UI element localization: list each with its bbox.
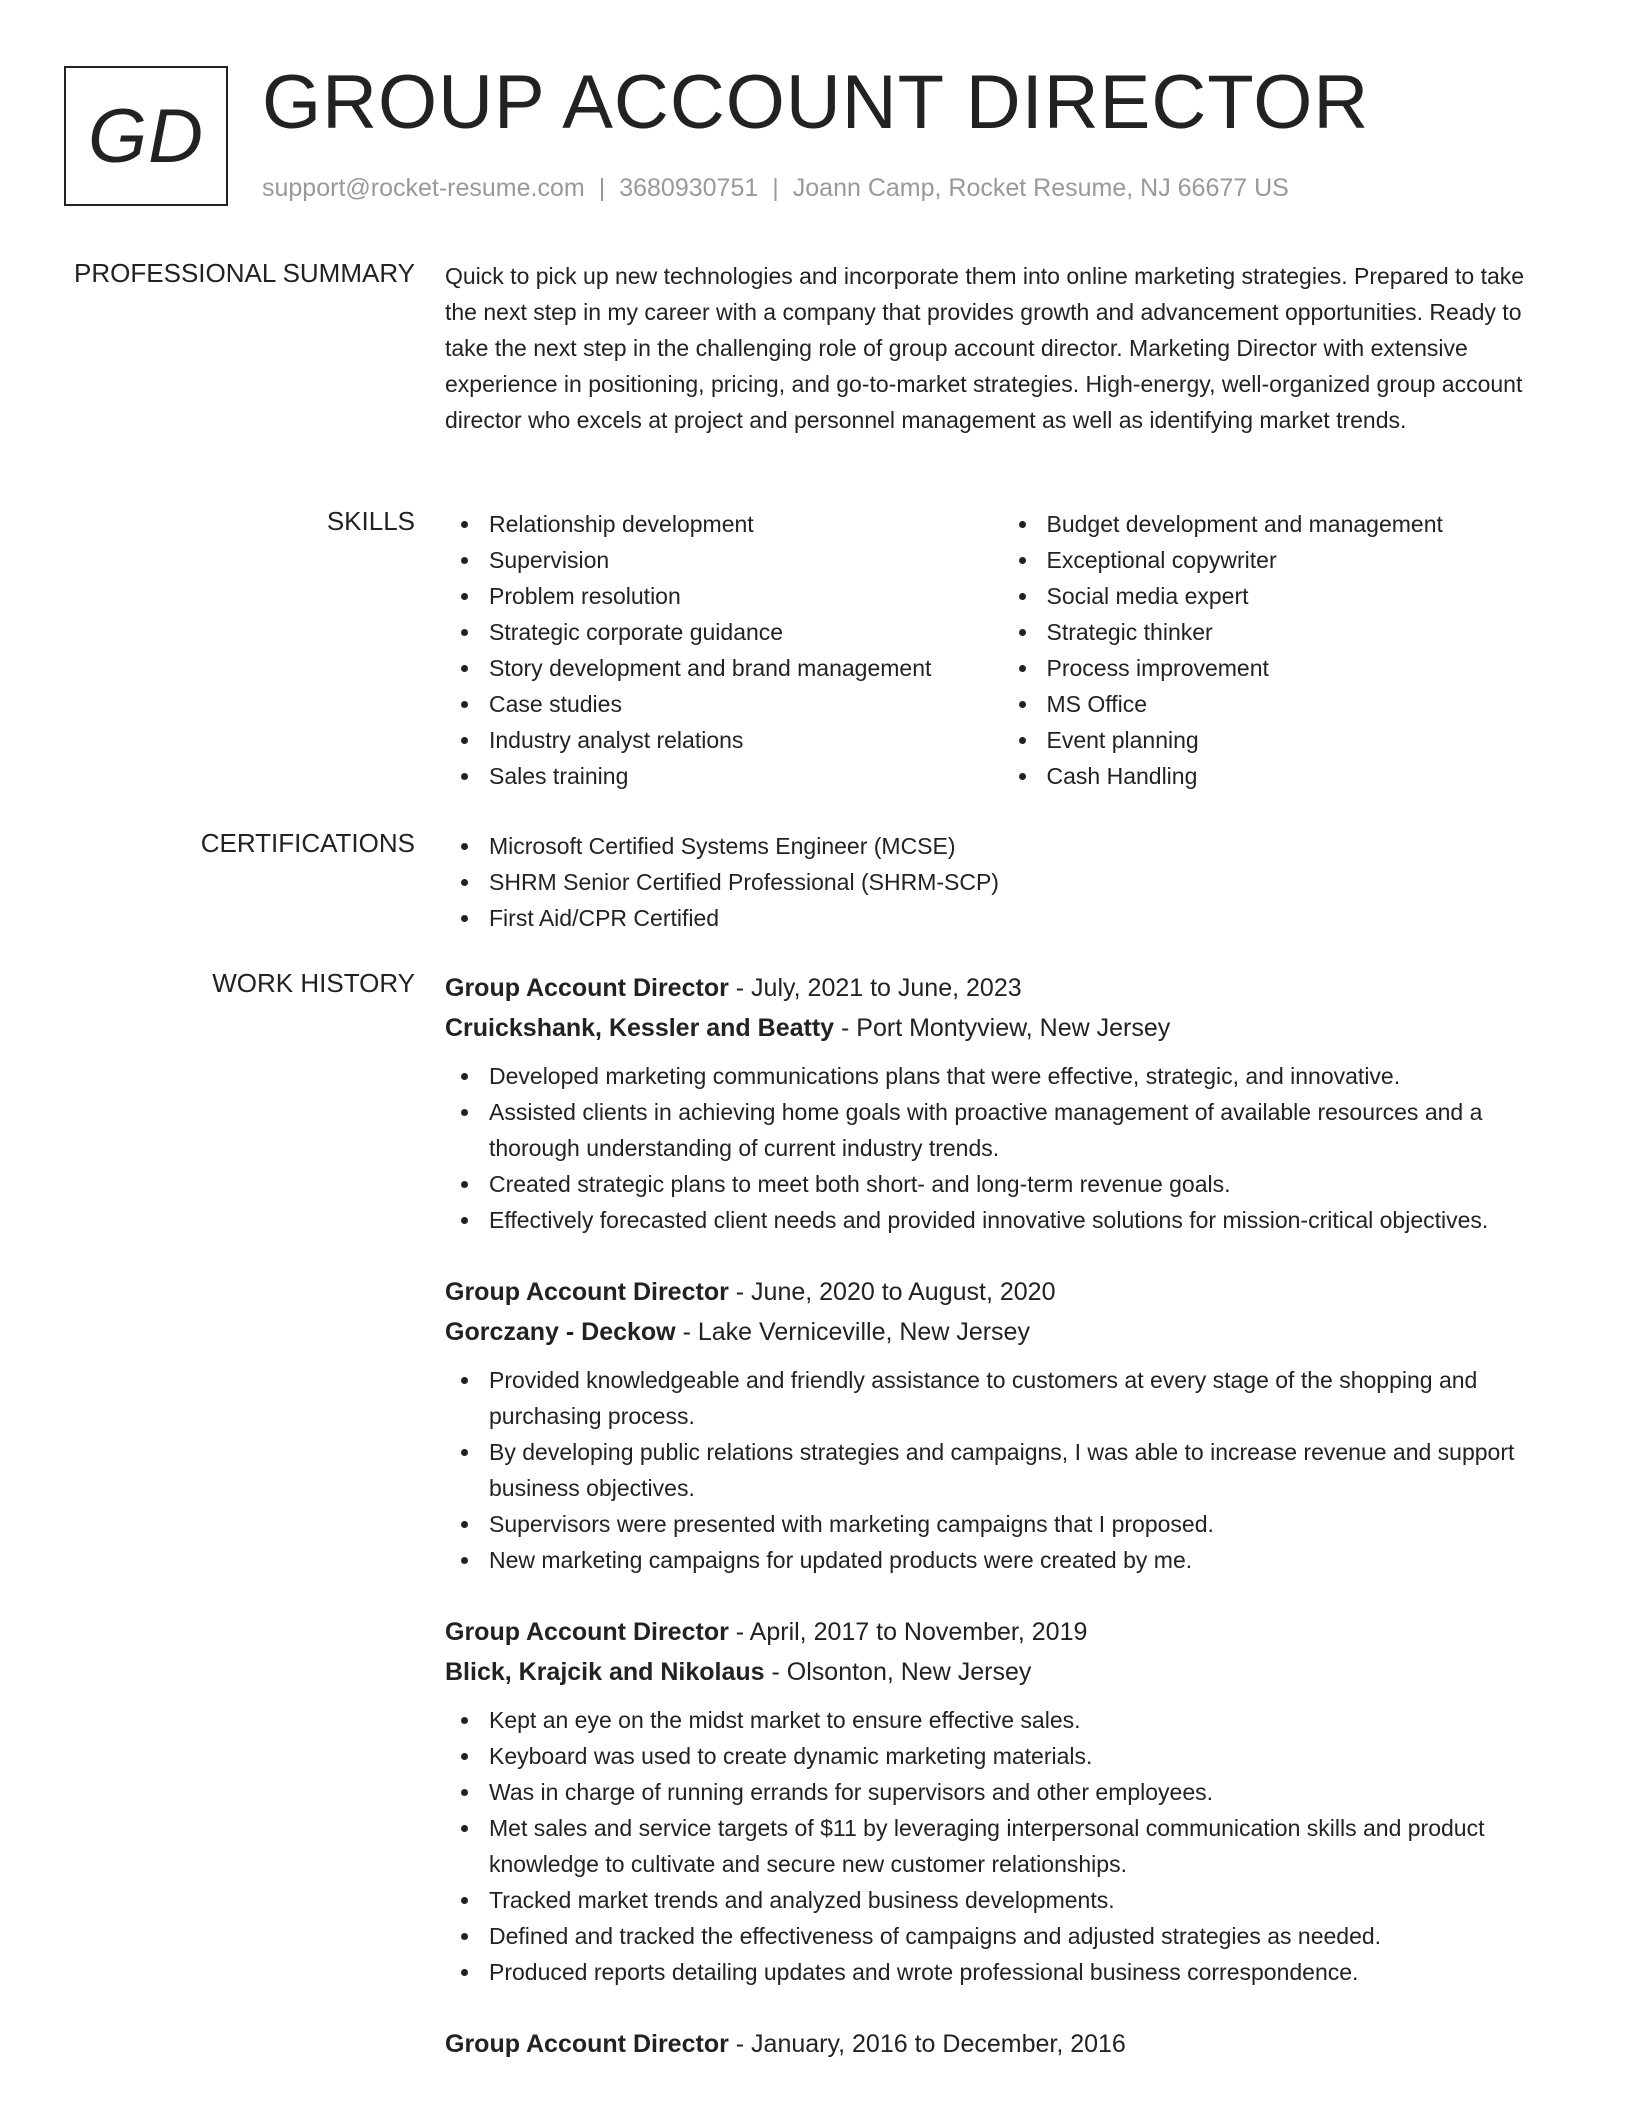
job-bullet: Developed marketing communications plans that were effective, strategic, and innovative. — [489, 1058, 1560, 1094]
job-bullets — [445, 1058, 1560, 1238]
job-company: Cruickshank, Kessler and Beatty — [445, 1014, 835, 1042]
job-bullet: By developing public relations strategies and campaigns, I was able to increase revenue and support business objectives. — [489, 1434, 1560, 1506]
skill-item: Sales training — [489, 758, 1003, 794]
job-bullet: Tracked market trends and analyzed business developments. — [489, 1882, 1560, 1918]
skill-item: Budget development and management — [1047, 506, 1561, 542]
skill-item: Case studies — [489, 686, 1003, 722]
job-entry — [445, 2024, 1560, 2064]
certification-item: SHRM Senior Certified Professional (SHRM-SCP) — [489, 864, 1560, 900]
job-title: Group Account Director — [445, 2030, 729, 2058]
skill-item: Industry analyst relations — [489, 722, 1003, 758]
skills-columns — [445, 506, 1560, 794]
monogram-badge — [64, 66, 228, 206]
job-entry — [445, 1272, 1560, 1578]
certifications-list — [445, 828, 1560, 936]
skills-list-left — [445, 506, 1003, 794]
skill-item: Process improvement — [1047, 650, 1561, 686]
job-title: Group Account Director — [445, 1278, 729, 1306]
job-location: - Lake Verniceville, New Jersey — [682, 1318, 1030, 1346]
job-dates: - June, 2020 to August, 2020 — [735, 1278, 1056, 1306]
job-entry — [445, 968, 1560, 1238]
job-title: Group Account Director — [445, 974, 729, 1002]
skill-item: MS Office — [1047, 686, 1561, 722]
contact-address: Joann Camp, Rocket Resume, NJ 66677 US — [792, 174, 1289, 202]
skill-item: Social media expert — [1047, 578, 1561, 614]
certification-item: Microsoft Certified Systems Engineer (MCSE) — [489, 828, 1560, 864]
skill-item: Event planning — [1047, 722, 1561, 758]
contact-line — [262, 174, 1289, 203]
skill-item: Cash Handling — [1047, 758, 1561, 794]
job-dates: - July, 2021 to June, 2023 — [735, 974, 1022, 1002]
skill-item: Exceptional copywriter — [1047, 542, 1561, 578]
monogram-text: GD — [88, 93, 204, 179]
job-location: - Port Montyview, New Jersey — [841, 1014, 1171, 1042]
skill-item: Strategic corporate guidance — [489, 614, 1003, 650]
job-title-line — [445, 1272, 1560, 1312]
section-heading-skills: SKILLS — [326, 506, 415, 536]
skill-item: Story development and brand management — [489, 650, 1003, 686]
job-entry — [445, 1612, 1560, 1990]
work-history-body — [445, 968, 1560, 2098]
skill-item: Problem resolution — [489, 578, 1003, 614]
job-bullet: Provided knowledgeable and friendly assistance to customers at every stage of the shopping and purchasing process. — [489, 1362, 1560, 1434]
job-bullet: Created strategic plans to meet both short- and long-term revenue goals. — [489, 1166, 1560, 1202]
job-title: Group Account Director — [445, 1618, 729, 1646]
job-bullet: Assisted clients in achieving home goals with proactive management of available resources and a thorough understanding of current industry trends. — [489, 1094, 1560, 1166]
certification-item: First Aid/CPR Certified — [489, 900, 1560, 936]
job-bullet: Was in charge of running errands for supervisors and other employees. — [489, 1774, 1560, 1810]
job-bullets — [445, 1702, 1560, 1990]
summary-body — [445, 258, 1560, 438]
job-company-line — [445, 1652, 1560, 1692]
skills-list-right — [1003, 506, 1561, 794]
skills-body — [445, 506, 1560, 794]
contact-phone[interactable]: 3680930751 — [619, 174, 759, 202]
job-dates: - January, 2016 to December, 2016 — [735, 2030, 1126, 2058]
job-company-line — [445, 1312, 1560, 1352]
job-bullets — [445, 1362, 1560, 1578]
contact-email[interactable]: support@rocket-resume.com — [262, 174, 585, 202]
skill-item: Supervision — [489, 542, 1003, 578]
summary-text: Quick to pick up new technologies and incorporate them into online marketing strategies. Prepared to take the next step in my career with a company that provides growth and advancement opportunities. Ready to take the next step in the challenging role of group account director. Marketing Director with extensive experience in positioning, pricing, and go-to-market strategies. High-energy, well-organized group account director who excels at project and personnel management as well as identifying market trends. — [445, 263, 1525, 433]
job-company-line — [445, 1008, 1560, 1048]
page-title: GROUP ACCOUNT DIRECTOR — [262, 60, 1370, 145]
skill-item: Strategic thinker — [1047, 614, 1561, 650]
job-dates: - April, 2017 to November, 2019 — [735, 1618, 1088, 1646]
job-company: Blick, Krajcik and Nikolaus — [445, 1658, 765, 1686]
job-bullet: Produced reports detailing updates and wrote professional business correspondence. — [489, 1954, 1560, 1990]
certifications-body — [445, 828, 1560, 936]
job-bullet: Effectively forecasted client needs and provided innovative solutions for mission-critical objectives. — [489, 1202, 1560, 1238]
job-bullet: Supervisors were presented with marketing campaigns that I proposed. — [489, 1506, 1560, 1542]
skill-item: Relationship development — [489, 506, 1003, 542]
contact-separator: | — [772, 174, 779, 202]
job-company: Gorczany - Deckow — [445, 1318, 676, 1346]
job-bullet: Defined and tracked the effectiveness of campaigns and adjusted strategies as needed. — [489, 1918, 1560, 1954]
job-bullet: Kept an eye on the midst market to ensure effective sales. — [489, 1702, 1560, 1738]
job-title-line — [445, 968, 1560, 1008]
section-heading-work-history: WORK HISTORY — [212, 968, 415, 998]
job-title-line — [445, 2024, 1560, 2064]
job-title-line — [445, 1612, 1560, 1652]
job-bullet: New marketing campaigns for updated products were created by me. — [489, 1542, 1560, 1578]
contact-separator: | — [598, 174, 606, 202]
section-heading-certifications: CERTIFICATIONS — [200, 828, 415, 858]
job-bullet: Keyboard was used to create dynamic marketing materials. — [489, 1738, 1560, 1774]
section-heading-summary: PROFESSIONAL SUMMARY — [74, 258, 415, 288]
job-bullet: Met sales and service targets of $11 by leveraging interpersonal communication skills and product knowledge to cultivate and secure new customer relationships. — [489, 1810, 1560, 1882]
job-location: - Olsonton, New Jersey — [771, 1658, 1032, 1686]
